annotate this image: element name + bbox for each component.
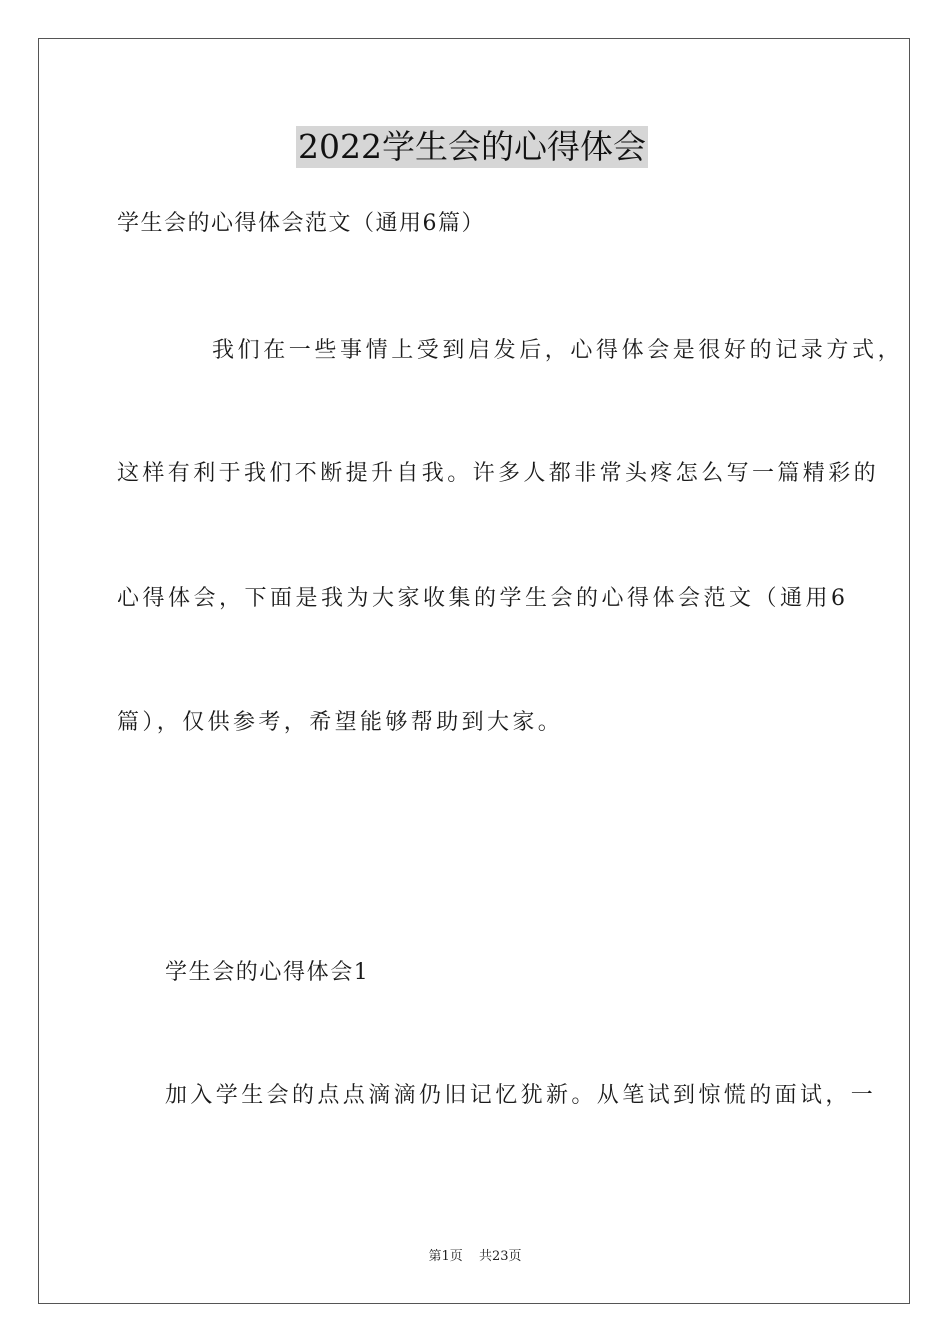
page-number-current: 第1页 (428, 1249, 463, 1264)
document-title: 2022学生会的心得体会 (298, 127, 646, 166)
document-subtitle: 学生会的心得体会范文（通用6篇） (117, 211, 485, 236)
section-paragraph-line: 加入学生会的点点滴滴仍旧记忆犹新。从笔试到惊慌的面试，一 (165, 1083, 877, 1108)
page-footer (0, 1249, 950, 1265)
page-number-total: 共23页 (478, 1249, 522, 1264)
section-heading: 学生会的心得体会1 (165, 960, 370, 985)
paragraph-line: 心得体会，下面是我为大家收集的学生会的心得体会范文（通用6 (117, 586, 849, 611)
paragraph-line: 我们在一些事情上受到启发后，心得体会是很好的记录方式， (212, 338, 904, 363)
paragraph-line: 这样有利于我们不断提升自我。许多人都非常头疼怎么写一篇精彩的 (117, 461, 880, 486)
paragraph-line: 篇），仅供参考，希望能够帮助到大家。 (117, 710, 564, 735)
